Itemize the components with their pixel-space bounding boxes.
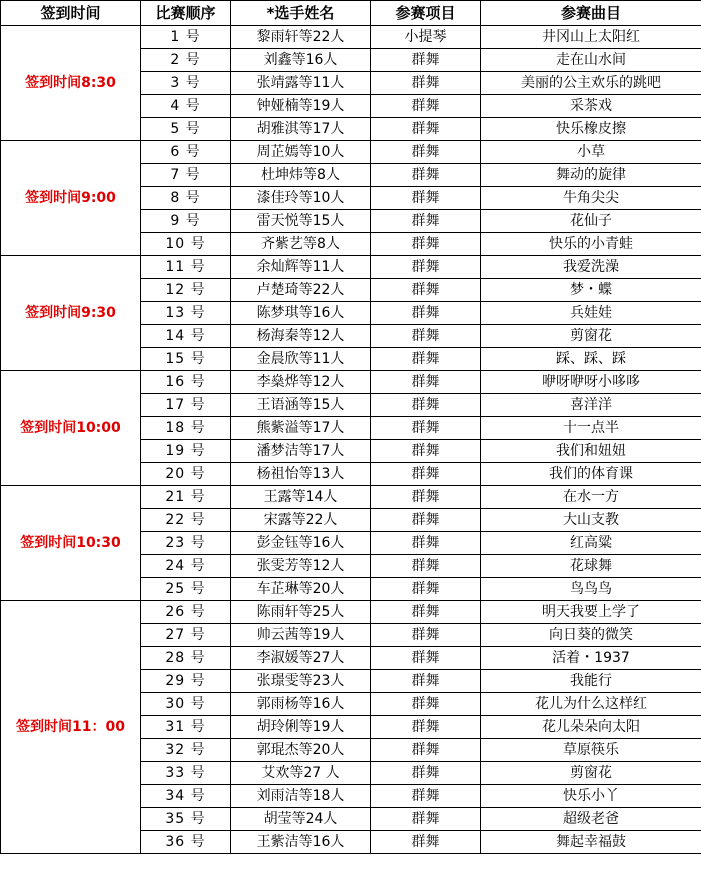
project-cell: 群舞	[371, 118, 481, 141]
order-cell: 23 号	[141, 532, 231, 555]
table-row	[1, 256, 701, 279]
checkin-time-cell: 签到时间8:30	[1, 26, 141, 141]
order-cell: 24 号	[141, 555, 231, 578]
song-cell: 美丽的公主欢乐的跳吧	[481, 72, 701, 95]
order-cell: 14 号	[141, 325, 231, 348]
table-row	[1, 371, 701, 394]
checkin-time-cell: 签到时间11：00	[1, 601, 141, 854]
order-cell: 31 号	[141, 716, 231, 739]
project-cell: 群舞	[371, 578, 481, 601]
project-cell: 群舞	[371, 417, 481, 440]
song-cell: 踩、踩、踩	[481, 348, 701, 371]
name-cell: 杨祖怡等13人	[231, 463, 371, 486]
order-cell: 5 号	[141, 118, 231, 141]
project-cell: 群舞	[371, 624, 481, 647]
header-checkin-time: 签到时间	[1, 1, 141, 26]
order-cell: 2 号	[141, 49, 231, 72]
name-cell: 陈梦琪等16人	[231, 302, 371, 325]
order-cell: 32 号	[141, 739, 231, 762]
name-cell: 李淑媛等27人	[231, 647, 371, 670]
order-cell: 35 号	[141, 808, 231, 831]
name-cell: 帅云茜等19人	[231, 624, 371, 647]
order-cell: 9 号	[141, 210, 231, 233]
song-cell: 花仙子	[481, 210, 701, 233]
name-cell: 张雯芳等12人	[231, 555, 371, 578]
project-cell: 群舞	[371, 509, 481, 532]
header-order: 比赛顺序	[141, 1, 231, 26]
name-cell: 黎雨轩等22人	[231, 26, 371, 49]
name-cell: 胡莹等24人	[231, 808, 371, 831]
order-cell: 26 号	[141, 601, 231, 624]
song-cell: 井冈山上太阳红	[481, 26, 701, 49]
name-cell: 胡雅淇等17人	[231, 118, 371, 141]
name-cell: 艾欢等27 人	[231, 762, 371, 785]
project-cell: 群舞	[371, 670, 481, 693]
name-cell: 胡玲俐等19人	[231, 716, 371, 739]
order-cell: 1 号	[141, 26, 231, 49]
name-cell: 漆佳玲等10人	[231, 187, 371, 210]
project-cell: 群舞	[371, 486, 481, 509]
order-cell: 15 号	[141, 348, 231, 371]
name-cell: 周芷嫣等10人	[231, 141, 371, 164]
name-cell: 杜坤炜等8人	[231, 164, 371, 187]
song-cell: 快乐橡皮擦	[481, 118, 701, 141]
project-cell: 群舞	[371, 348, 481, 371]
table-row	[1, 486, 701, 509]
order-cell: 36 号	[141, 831, 231, 854]
song-cell: 舞起幸福鼓	[481, 831, 701, 854]
project-cell: 群舞	[371, 141, 481, 164]
checkin-time-cell: 签到时间9:30	[1, 256, 141, 371]
name-cell: 李燊烨等12人	[231, 371, 371, 394]
order-cell: 6 号	[141, 141, 231, 164]
song-cell: 明天我要上学了	[481, 601, 701, 624]
project-cell: 群舞	[371, 463, 481, 486]
song-cell: 采茶戏	[481, 95, 701, 118]
project-cell: 群舞	[371, 256, 481, 279]
order-cell: 27 号	[141, 624, 231, 647]
project-cell: 群舞	[371, 647, 481, 670]
song-cell: 兵娃娃	[481, 302, 701, 325]
project-cell: 群舞	[371, 440, 481, 463]
name-cell: 王语涵等15人	[231, 394, 371, 417]
name-cell: 潘梦洁等17人	[231, 440, 371, 463]
project-cell: 群舞	[371, 601, 481, 624]
order-cell: 7 号	[141, 164, 231, 187]
table-row	[1, 141, 701, 164]
order-cell: 4 号	[141, 95, 231, 118]
song-cell: 十一点半	[481, 417, 701, 440]
table-body	[1, 26, 701, 854]
project-cell: 群舞	[371, 164, 481, 187]
name-cell: 金晨欣等11人	[231, 348, 371, 371]
song-cell: 剪窗花	[481, 325, 701, 348]
header-project: 参赛项目	[371, 1, 481, 26]
project-cell: 群舞	[371, 95, 481, 118]
song-cell: 我爱洗澡	[481, 256, 701, 279]
table-row	[1, 26, 701, 49]
project-cell: 群舞	[371, 325, 481, 348]
table-row	[1, 601, 701, 624]
order-cell: 22 号	[141, 509, 231, 532]
project-cell: 群舞	[371, 532, 481, 555]
project-cell: 群舞	[371, 210, 481, 233]
song-cell: 花儿朵朵向太阳	[481, 716, 701, 739]
header-song: 参赛曲目	[481, 1, 701, 26]
project-cell: 小提琴	[371, 26, 481, 49]
song-cell: 我们和妞妞	[481, 440, 701, 463]
order-cell: 16 号	[141, 371, 231, 394]
song-cell: 我能行	[481, 670, 701, 693]
order-cell: 12 号	[141, 279, 231, 302]
name-cell: 卢楚琦等22人	[231, 279, 371, 302]
checkin-time-cell: 签到时间10:30	[1, 486, 141, 601]
header-row	[1, 1, 701, 26]
name-cell: 王紫洁等16人	[231, 831, 371, 854]
name-cell: 陈雨轩等25人	[231, 601, 371, 624]
project-cell: 群舞	[371, 371, 481, 394]
name-cell: 齐紫艺等8人	[231, 233, 371, 256]
name-cell: 张璟雯等23人	[231, 670, 371, 693]
order-cell: 10 号	[141, 233, 231, 256]
song-cell: 快乐的小青蛙	[481, 233, 701, 256]
order-cell: 11 号	[141, 256, 231, 279]
song-cell: 大山支教	[481, 509, 701, 532]
order-cell: 18 号	[141, 417, 231, 440]
order-cell: 25 号	[141, 578, 231, 601]
checkin-time-cell: 签到时间9:00	[1, 141, 141, 256]
project-cell: 群舞	[371, 187, 481, 210]
order-cell: 3 号	[141, 72, 231, 95]
name-cell: 张靖露等11人	[231, 72, 371, 95]
order-cell: 30 号	[141, 693, 231, 716]
song-cell: 在水一方	[481, 486, 701, 509]
name-cell: 熊紫溢等17人	[231, 417, 371, 440]
order-cell: 28 号	[141, 647, 231, 670]
song-cell: 花球舞	[481, 555, 701, 578]
song-cell: 活着・1937	[481, 647, 701, 670]
song-cell: 梦・蝶	[481, 279, 701, 302]
order-cell: 19 号	[141, 440, 231, 463]
name-cell: 雷天悦等15人	[231, 210, 371, 233]
project-cell: 群舞	[371, 808, 481, 831]
project-cell: 群舞	[371, 49, 481, 72]
project-cell: 群舞	[371, 233, 481, 256]
name-cell: 王露等14人	[231, 486, 371, 509]
song-cell: 走在山水间	[481, 49, 701, 72]
song-cell: 鸟鸟鸟	[481, 578, 701, 601]
project-cell: 群舞	[371, 739, 481, 762]
song-cell: 花儿为什么这样红	[481, 693, 701, 716]
name-cell: 郭琨杰等20人	[231, 739, 371, 762]
project-cell: 群舞	[371, 831, 481, 854]
order-cell: 21 号	[141, 486, 231, 509]
song-cell: 喜洋洋	[481, 394, 701, 417]
name-cell: 杨海秦等12人	[231, 325, 371, 348]
name-cell: 刘鑫等16人	[231, 49, 371, 72]
song-cell: 红高粱	[481, 532, 701, 555]
name-cell: 刘雨洁等18人	[231, 785, 371, 808]
song-cell: 牛角尖尖	[481, 187, 701, 210]
project-cell: 群舞	[371, 394, 481, 417]
name-cell: 车芷琳等20人	[231, 578, 371, 601]
order-cell: 34 号	[141, 785, 231, 808]
name-cell: 钟娅楠等19人	[231, 95, 371, 118]
header-name: *选手姓名	[231, 1, 371, 26]
name-cell: 彭金钰等16人	[231, 532, 371, 555]
order-cell: 29 号	[141, 670, 231, 693]
project-cell: 群舞	[371, 785, 481, 808]
project-cell: 群舞	[371, 72, 481, 95]
name-cell: 郭雨杨等16人	[231, 693, 371, 716]
song-cell: 超级老爸	[481, 808, 701, 831]
project-cell: 群舞	[371, 555, 481, 578]
name-cell: 宋露等22人	[231, 509, 371, 532]
order-cell: 20 号	[141, 463, 231, 486]
song-cell: 舞动的旋律	[481, 164, 701, 187]
order-cell: 17 号	[141, 394, 231, 417]
checkin-time-cell: 签到时间10:00	[1, 371, 141, 486]
table-header	[1, 1, 701, 26]
order-cell: 33 号	[141, 762, 231, 785]
project-cell: 群舞	[371, 693, 481, 716]
project-cell: 群舞	[371, 762, 481, 785]
order-cell: 8 号	[141, 187, 231, 210]
song-cell: 剪窗花	[481, 762, 701, 785]
name-cell: 余灿辉等11人	[231, 256, 371, 279]
song-cell: 小草	[481, 141, 701, 164]
project-cell: 群舞	[371, 302, 481, 325]
order-cell: 13 号	[141, 302, 231, 325]
project-cell: 群舞	[371, 279, 481, 302]
song-cell: 草原筷乐	[481, 739, 701, 762]
song-cell: 咿呀咿呀小哆哆	[481, 371, 701, 394]
song-cell: 我们的体育课	[481, 463, 701, 486]
project-cell: 群舞	[371, 716, 481, 739]
song-cell: 快乐小丫	[481, 785, 701, 808]
song-cell: 向日葵的微笑	[481, 624, 701, 647]
